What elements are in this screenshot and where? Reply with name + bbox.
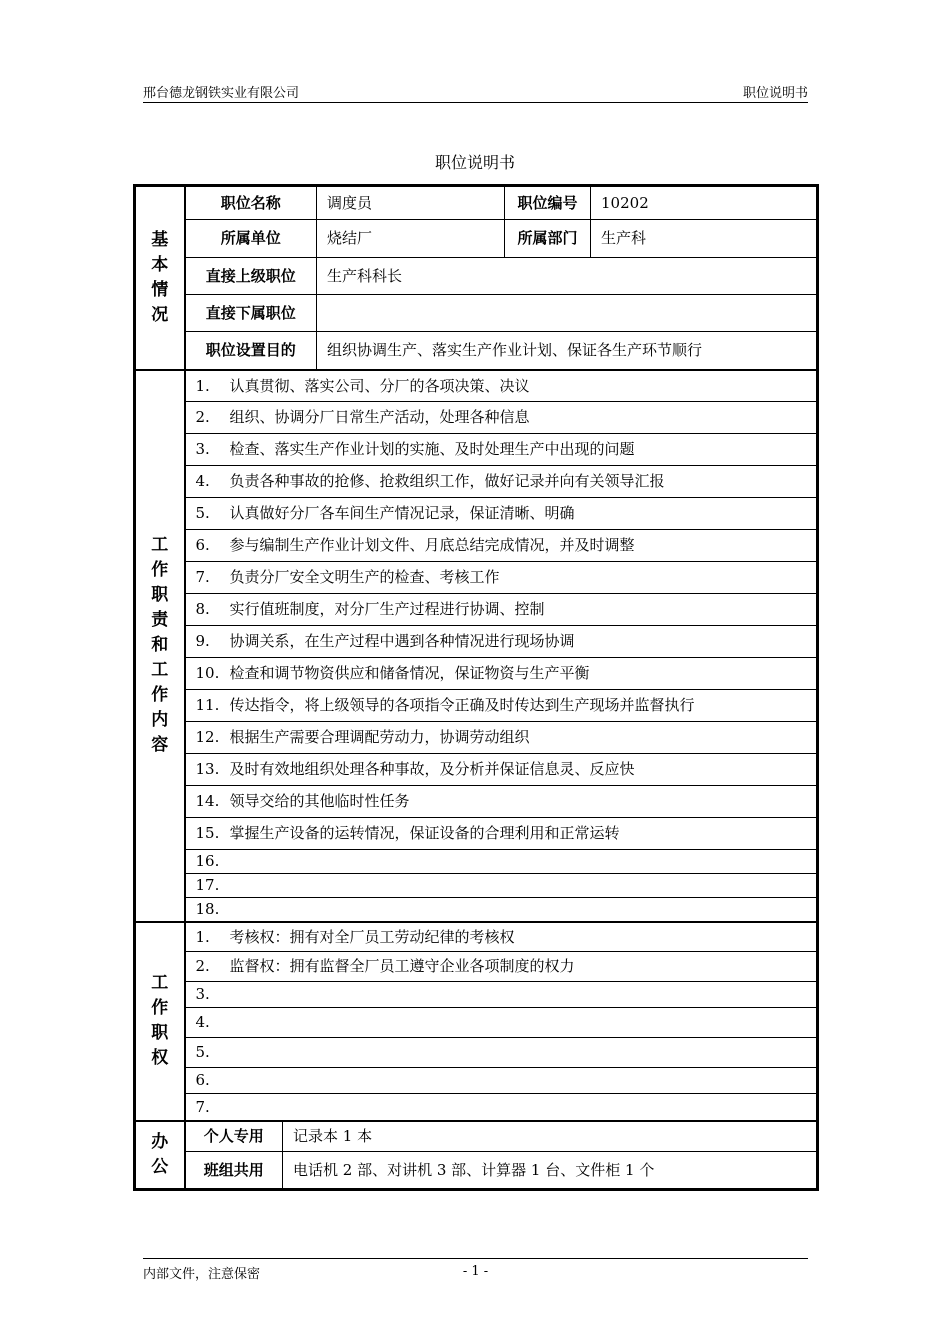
basic-row-3 [135,258,818,295]
list-item [185,402,818,434]
purpose-value: 组织协调生产、落实生产作业计划、保证各生产环节顺行 [317,332,818,370]
item-number: 15. [195,824,220,843]
item-number: 6. [195,536,210,555]
duty-row [135,626,818,658]
header-doc-type: 职位说明书 [742,86,808,101]
duty-row [135,658,818,690]
item-number: 18. [195,900,220,918]
list-item [185,722,818,754]
item-text: 检查、落实生产作业计划的实施、及时处理生产中出现的问题 [229,440,635,459]
item-number: 16. [195,852,220,871]
list-item [185,658,818,690]
list-item [185,982,818,1008]
list-item [185,530,818,562]
position-name-value: 调度员 [317,186,505,220]
page-number: - 1 - [462,1264,489,1279]
basic-row-2 [135,220,818,258]
authority-row [135,982,818,1008]
duty-row [135,370,818,402]
unit-value: 烧结厂 [317,220,505,258]
item-number: 17. [195,876,220,895]
office-row-2 [135,1152,818,1190]
item-text: 及时有效地组织处理各种事故，及分析并保证信息灵、反应快 [229,760,635,779]
authority-row [135,1008,818,1038]
section-office: 办公 [135,1121,185,1190]
section-basic: 基本情况 [135,186,185,370]
item-text: 参与编制生产作业计划文件、月底总结完成情况，并及时调整 [229,536,635,555]
item-text: 根据生产需要合理调配劳动力，协调劳动组织 [229,728,530,747]
list-item [185,1094,818,1121]
item-number: 2. [195,957,210,976]
duty-row [135,594,818,626]
superior-value: 生产科科长 [317,258,818,295]
authority-row [135,1094,818,1121]
list-item [185,898,818,922]
duty-row [135,874,818,898]
item-number: 2. [195,408,210,427]
list-item [185,562,818,594]
item-text: 协调关系，在生产过程中遇到各种情况进行现场协调 [229,632,575,651]
purpose-label: 职位设置目的 [185,332,317,370]
section-duties: 工作职责和工作内容 [135,370,185,922]
list-item [185,690,818,722]
item-number: 1. [195,927,210,946]
item-number: 10. [195,664,220,683]
list-item [185,1068,818,1094]
item-number: 1. [195,376,210,395]
item-number: 5. [195,1043,210,1062]
list-item [185,1038,818,1068]
item-number: 3. [195,985,210,1004]
list-item [185,818,818,850]
duty-row [135,722,818,754]
office-row-1 [135,1121,818,1152]
duty-row [135,850,818,874]
subordinate-value [317,295,818,332]
personal-use-label: 个人专用 [185,1121,283,1152]
authority-row [135,922,818,952]
shared-use-value: 电话机 2 部、对讲机 3 部、计算器 1 台、文件柜 1 个 [283,1152,818,1190]
personal-use-value: 记录本 1 本 [283,1121,818,1152]
list-item [185,754,818,786]
item-number: 6. [195,1071,210,1090]
document-title: 职位说明书 [434,153,515,172]
list-item [185,1008,818,1038]
item-text: 考核权：拥有对全厂员工劳动纪律的考核权 [229,927,515,946]
item-number: 12. [195,728,220,747]
duty-row [135,754,818,786]
basic-row-4 [135,295,818,332]
duty-row [135,898,818,922]
item-number: 7. [195,568,210,587]
page-header [143,80,808,103]
duty-row [135,818,818,850]
superior-label: 直接上级职位 [185,258,317,295]
item-text: 实行值班制度，对分厂生产过程进行协调、控制 [229,600,545,619]
list-item [185,370,818,402]
item-number: 11. [195,696,220,715]
list-item [185,434,818,466]
item-text: 监督权：拥有监督全厂员工遵守企业各项制度的权力 [229,957,575,976]
basic-row-1 [135,186,818,220]
item-number: 5. [195,504,210,523]
dept-value: 生产科 [591,220,818,258]
header-company: 邢台德龙钢铁实业有限公司 [143,86,300,101]
basic-row-5 [135,332,818,370]
item-number: 13. [195,760,220,779]
list-item [185,922,818,952]
item-text: 负责各种事故的抢修、抢救组织工作，做好记录并向有关领导汇报 [229,472,665,491]
duty-row [135,434,818,466]
position-no-label: 职位编号 [505,186,591,220]
duty-row [135,466,818,498]
authority-row [135,952,818,982]
item-text: 认真做好分厂各车间生产情况记录，保证清晰、明确 [229,504,575,523]
list-item [185,594,818,626]
list-item [185,498,818,530]
item-number: 14. [195,792,220,811]
item-text: 负责分厂安全文明生产的检查、考核工作 [229,568,500,587]
authority-row [135,1068,818,1094]
list-item [185,850,818,874]
list-item [185,952,818,982]
list-item [185,874,818,898]
page-footer [143,1258,808,1283]
list-item [185,626,818,658]
position-name-label: 职位名称 [185,186,317,220]
item-text: 组织、协调分厂日常生产活动，处理各种信息 [229,408,530,427]
duty-row [135,530,818,562]
footer-note: 内部文件，注意保密 [143,1267,261,1282]
item-number: 4. [195,1013,210,1032]
dept-label: 所属部门 [505,220,591,258]
item-number: 7. [195,1097,210,1116]
item-text: 传达指令，将上级领导的各项指令正确及时传达到生产现场并监督执行 [229,696,695,715]
item-text: 检查和调节物资供应和储备情况，保证物资与生产平衡 [229,664,590,683]
position-no-value: 10202 [591,186,818,220]
item-number: 4. [195,472,210,491]
subordinate-label: 直接下属职位 [185,295,317,332]
item-text: 掌握生产设备的运转情况，保证设备的合理利用和正常运转 [229,824,620,843]
section-authority: 工作职权 [135,922,185,1121]
unit-label: 所属单位 [185,220,317,258]
list-item [185,466,818,498]
item-number: 3. [195,440,210,459]
list-item [185,786,818,818]
shared-use-label: 班组共用 [185,1152,283,1190]
item-text: 认真贯彻、落实公司、分厂的各项决策、决议 [229,376,530,395]
item-text: 领导交给的其他临时性任务 [229,792,410,811]
duty-row [135,562,818,594]
duty-row [135,786,818,818]
authority-row [135,1038,818,1068]
duty-row [135,498,818,530]
item-number: 8. [195,600,210,619]
duty-row [135,402,818,434]
position-description-table [133,184,819,1191]
duty-row [135,690,818,722]
item-number: 9. [195,632,210,651]
